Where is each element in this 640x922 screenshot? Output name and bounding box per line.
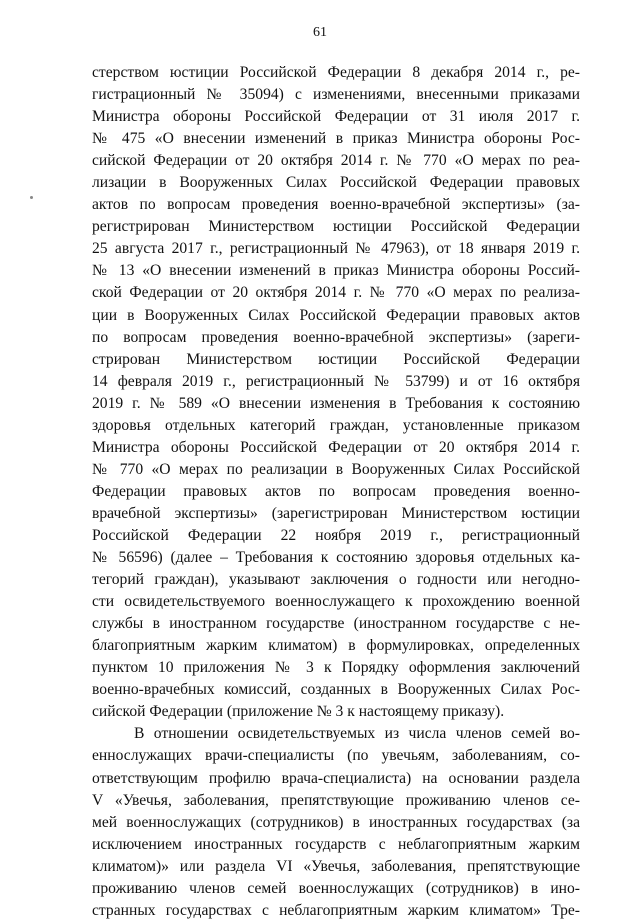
text-line: проживанию членов семей военнослужащих (сотрудников) в ино- xyxy=(92,879,580,897)
text-line: странных государствах с неблагоприятным жарким климатом» Тре- xyxy=(92,901,580,919)
text-line: Федерации правовых актов по вопросам проведения военно- xyxy=(92,482,580,500)
text-line: № 56596) (далее – Требования к состоянию здоровья отдельных ка- xyxy=(92,549,580,567)
page-number: 61 xyxy=(313,25,327,40)
paragraph xyxy=(92,723,580,921)
text-line: службы в иностранном государстве (иностранном государстве с не- xyxy=(92,615,580,633)
text-line: актов по вопросам проведения военно-врачебной экспертизы» (за- xyxy=(92,196,580,214)
text-line: В отношении освидетельствуемых из числа членов семей во- xyxy=(134,725,580,743)
text-line: ции в Вооруженных Силах Российской Федерации правовых актов xyxy=(92,306,580,324)
text-line: лизации в Вооруженных Силах Российской Федерации правовых xyxy=(92,174,580,192)
text-line: Министра обороны Российской Федерации от 31 июля 2017 г. xyxy=(92,108,580,126)
scan-speck xyxy=(30,196,33,199)
text-line: мей военнослужащих (сотрудников) в иностранных государствах (за xyxy=(92,813,580,831)
text-line: исключением иностранных государств с неблагоприятным жарким xyxy=(92,835,580,853)
text-line: сийской Федерации от 20 октября 2014 г. № 770 «О мерах по реа- xyxy=(92,152,580,170)
text-line: сти освидетельствуемого военнослужащего к прохождению военной xyxy=(92,593,580,611)
text-line: № 770 «О мерах по реализации в Вооруженных Силах Российской xyxy=(92,460,580,478)
text-line: 14 февраля 2019 г., регистрационный № 53799) и от 16 октября xyxy=(92,372,580,390)
text-line: военно-врачебных комиссий, созданных в Вооруженных Силах Рос- xyxy=(92,681,580,699)
text-line: Министра обороны Российской Федерации от 20 октября 2014 г. xyxy=(92,438,580,456)
text-line: по вопросам проведения военно-врачебной экспертизы» (зареги- xyxy=(92,328,580,346)
text-line: 25 августа 2017 г., регистрационный № 47963), от 18 января 2019 г. xyxy=(92,240,580,258)
text-line: № 475 «О внесении изменений в приказ Министра обороны Рос- xyxy=(92,130,580,148)
text-line: № 13 «О внесении изменений в приказ Министра обороны Россий- xyxy=(92,262,580,280)
text-line: пунктом 10 приложения № 3 к Порядку оформления заключений xyxy=(92,659,580,677)
text-line: здоровья отдельных категорий граждан, установленные приказом xyxy=(92,416,580,434)
text-line: еннослужащих врачи-специалисты (по увечьям, заболеваниям, со- xyxy=(92,747,580,765)
text-line: благоприятным жарким климатом) в формулировках, определенных xyxy=(92,637,580,655)
text-line: регистрирован Министерством юстиции Российской Федерации xyxy=(92,218,580,236)
text-line: 2019 г. № 589 «О внесении изменения в Требования к состоянию xyxy=(92,394,580,412)
text-line: гистрационный № 35094) с изменениями, внесенными приказами xyxy=(92,86,580,104)
text-line: климатом)» или раздела VI «Увечья, заболевания, препятствующие xyxy=(92,857,580,875)
text-line: сийской Федерации (приложение № 3 к настоящему приказу). xyxy=(92,703,505,721)
document-body xyxy=(92,62,580,922)
text-line: Российской Федерации 22 ноября 2019 г., регистрационный xyxy=(92,526,580,544)
paragraph xyxy=(92,62,580,723)
text-line: ской Федерации от 20 октября 2014 г. № 770 «О мерах по реализа- xyxy=(92,284,580,302)
text-line: V «Увечья, заболевания, препятствующие проживанию членов се- xyxy=(92,791,580,809)
text-line: ответствующим профилю врача-специалиста) на основании раздела xyxy=(92,769,580,787)
text-line: стрирован Министерством юстиции Российской Федерации xyxy=(92,350,580,368)
text-line: стерством юстиции Российской Федерации 8 декабря 2014 г., ре- xyxy=(92,64,580,81)
text-line: тегорий граждан), указывают заключения о годности или негодно- xyxy=(92,571,580,589)
text-line: врачебной экспертизы» (зарегистрирован Министерством юстиции xyxy=(92,504,580,522)
